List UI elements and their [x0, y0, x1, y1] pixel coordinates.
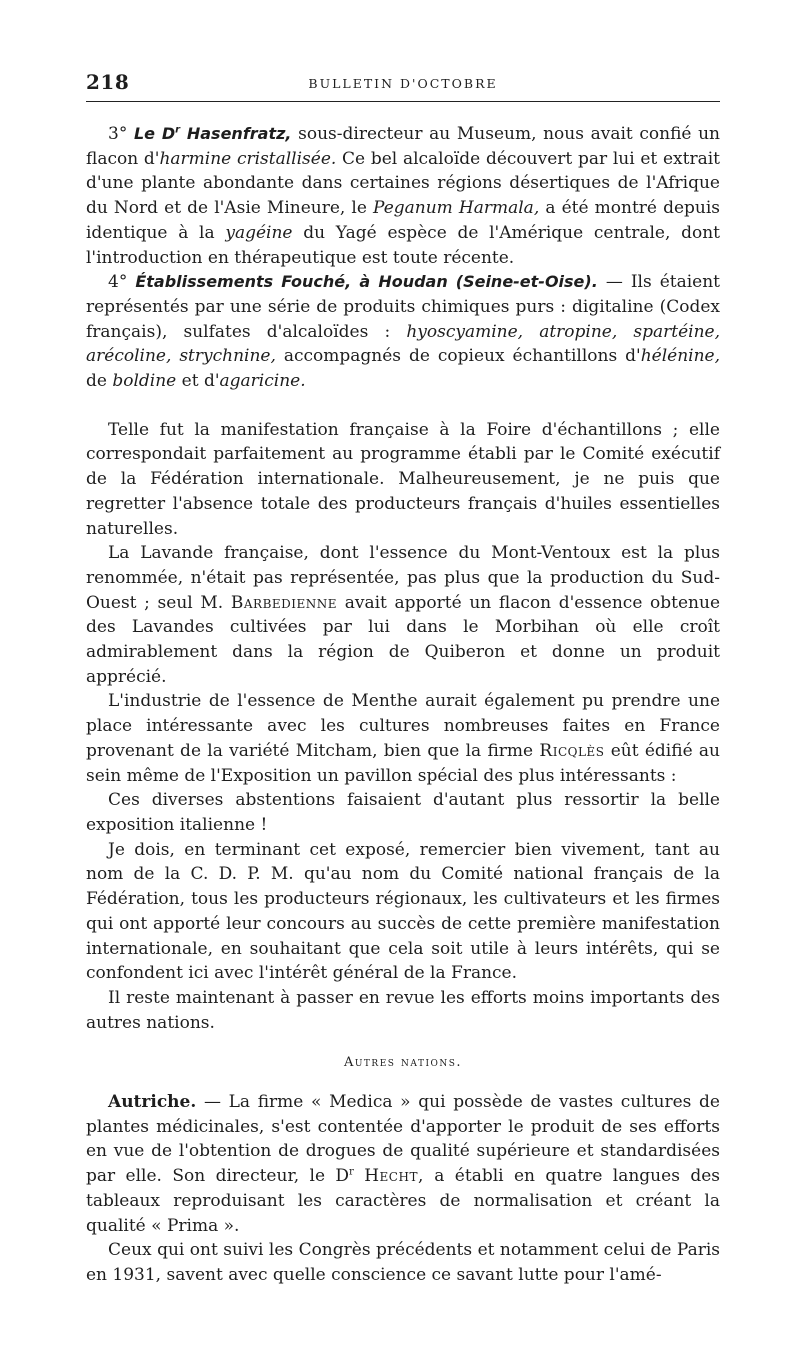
paragraph-other-nations-intro: Il reste maintenant à passer en revue les efforts moins importants des autres nations.: [86, 987, 720, 1033]
item-number: 3°: [108, 124, 128, 144]
item-number: 4°: [108, 272, 128, 293]
page-header: [86, 70, 720, 98]
paragraph-french-showing: Telle fut la manifestation française à la Foire d'échantillons ; elle correspondait parfaitement au programme établi par le Comité exécutif de la Fédération internationale. Malheureusement, je ne puis que regretter l'absence totale des producteurs français d'huiles essentielles naturelles.: [86, 419, 720, 539]
paragraph-harmine: 3° Le $D^r$ Hasenfratz, sous-directeur au Museum, nous avait confié un flacon d'harmine cristallisée. Ce bel alcaloïde découvert par lui et extrait d'une plante abondante dans certaines régions désertiques de l'Afrique du Nord et de l'Asie Mineure, le Peganum Harmala, a été montré depuis identique à la yagéine du Yagé espèce de l'Amérique centrale, dont l'introduction en thérapeutique est toute récente.: [86, 124, 721, 268]
header-rule: [86, 101, 720, 102]
paragraph-fouche: 4° Établissements Fouché, à Houdan (Seine-et-Oise). — Ils étaient représentés par une série de produits chimiques purs : digitaline (Codex français), sulfates d'alcaloïdes : hyoscyamine, atropine, spartéine, arécoline, strychnine, accompagnés de copieux échantillons d'hélénine, de boldine et d'agaricine.: [86, 272, 721, 392]
page-number: 218: [86, 70, 130, 94]
paragraph-abstentions: Ces diverses abstentions faisaient d'autant plus ressortir la belle exposition italienne !: [86, 790, 720, 835]
exhibitor-name: Établissements Fouché, à Houdan: [135, 272, 448, 292]
paragraph-congresses: Ceux qui ont suivi les Congrès précédents et notamment celui de Paris en 1931, savent avec quelle conscience ce savant lutte pour l'amé-: [86, 1240, 720, 1285]
body-text: [86, 122, 720, 1288]
paragraph-thanks: Je dois, en terminant cet exposé, remercier bien vivement, tant au nom de la C. D. P. M. qu'au nom du Comité national français de la Fédération, tous les producteurs régionaux, les cultivateurs et les firmes qui ont apporté leur concours au succès de cette première manifestation internationale, en souhaitant que cela soit utile à leurs intérêts, qui se confondent ici avec l'intérêt général de la France.: [86, 839, 720, 984]
paragraph-austria: Autriche. — La firme « Medica » qui possède de vastes cultures de plantes médicinales, s'est contentée d'apporter le produit de ses efforts en vue de l'obtention de drogues de qualité supérieure et standardisées par elle. Son directeur, le $D^r$ Hecht, a établi en quatre langues des tableaux reproduisant les caractères de normalisation et créant la qualité « Prima ».: [86, 1092, 720, 1236]
country-lead: Autriche.: [108, 1092, 197, 1113]
paragraph-mint: L'industrie de l'essence de Menthe aurait également pu prendre une place intéressante avec les cultures nombreuses faites en France provenant de la variété Mitcham, bien que la firme Ricqlès eût édifié au sein même de l'Exposition un pavillon spécial des plus intéressants :: [86, 691, 721, 786]
section-subheading: Autres nations.: [343, 1055, 463, 1071]
running-head: BULLETIN D'OCTOBRE: [308, 76, 498, 91]
exhibitor-place: (Seine-et-Oise).: [455, 272, 598, 292]
exhibitor-name: Le $D^r$ Hasenfratz,: [133, 124, 292, 143]
paragraph-lavender: La Lavande française, dont l'essence du Mont-Ventoux est la plus renommée, n'était pas représentée, pas plus que la production du Sud-Ouest ; seul M. Barbedienne avait apporté un flacon d'essence obtenue des Lavandes cultivées par lui dans le Morbihan où elle croît admirablement dans la région de Quiberon et donne un produit apprécié.: [86, 543, 721, 687]
